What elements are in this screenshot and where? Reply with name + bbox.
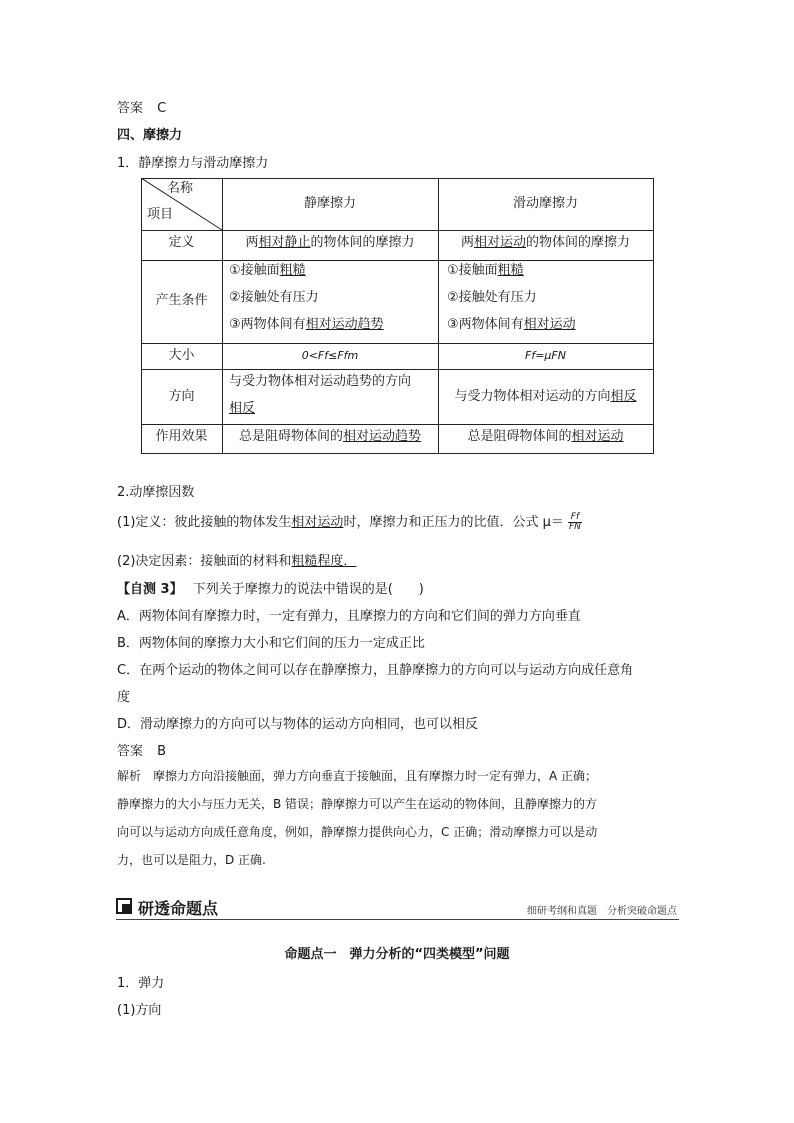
static-cond-2: ②接触处有压力 bbox=[229, 290, 319, 305]
kinetic-definition: 两相对运动的物体间的摩擦力 bbox=[460, 235, 631, 250]
row-label-magnitude: 大小 bbox=[168, 348, 195, 363]
mu-fraction: $\frac{Ff}{FN}$ bbox=[568, 512, 581, 532]
col-static: 静摩擦力 bbox=[303, 196, 356, 211]
col-kinetic: 滑动摩擦力 bbox=[512, 196, 578, 211]
static-effect: 总是阻碍物体间的相对运动趋势 bbox=[238, 429, 422, 444]
answer-value: C bbox=[157, 101, 167, 116]
quiz-tag: 【自测 3】 bbox=[117, 582, 183, 597]
row-label-definition: 定义 bbox=[168, 235, 195, 250]
option-c-cont: 度 bbox=[117, 690, 131, 705]
row-label-direction: 方向 bbox=[168, 389, 195, 404]
kinetic-cond-2: ②接触处有压力 bbox=[447, 290, 537, 305]
answer-label: 答案 bbox=[117, 101, 144, 116]
point-heading: 命题点一 弹力分析的“四类模型”问题 bbox=[284, 947, 510, 962]
quiz-answer: 答案 B bbox=[117, 744, 167, 759]
option-b: B．两物体间的摩擦力大小和它们间的压力一定成正比 bbox=[117, 636, 425, 651]
static-cond-1: ①接触面粗糙 bbox=[229, 263, 306, 278]
kinetic-effect: 总是阻碍物体间的相对运动 bbox=[467, 429, 624, 444]
analysis-line-4: 力，也可以是阻力，D 正确. bbox=[117, 853, 266, 867]
kinetic-direction: 与受力物体相对运动的方向相反 bbox=[454, 389, 637, 404]
static-direction-1: 与受力物体相对运动趋势的方向 bbox=[229, 374, 412, 389]
option-c: C．在两个运动的物体之间可以存在静摩擦力，且静摩擦力的方向可以与运动方向成任意角 bbox=[117, 663, 634, 678]
static-definition: 两相对静止的物体间的摩擦力 bbox=[245, 235, 415, 250]
static-cond-3: ③两物体间有相对运动趋势 bbox=[229, 317, 384, 332]
corner-top: 名称 bbox=[167, 181, 194, 196]
static-direction-2: 相反 bbox=[229, 401, 256, 416]
section-underline bbox=[116, 919, 679, 920]
quiz-question: 【自测 3】 下列关于摩擦力的说法中错误的是( ) bbox=[117, 582, 424, 597]
section-subtitle: 细研考纲和真题 分析突破命题点 bbox=[527, 906, 677, 917]
corner-bottom: 项目 bbox=[147, 207, 174, 222]
kinetic-cond-1: ①接触面粗糙 bbox=[447, 263, 524, 278]
option-d: D．滑动摩擦力的方向可以与物体的运动方向相同，也可以相反 bbox=[117, 717, 479, 732]
section-title: 研透命题点 bbox=[138, 899, 219, 918]
coef-definition: (1)定义：彼此接触的物体发生相对运动时，摩擦力和正压力的比值．公式 μ＝ $\frac{Ff}{FN}$ bbox=[117, 512, 581, 532]
kinetic-magnitude: Ff=μFN bbox=[525, 349, 566, 362]
static-magnitude: 0<Ff≤Ffm bbox=[301, 349, 359, 362]
analysis-line-2: 静摩擦力的大小与压力无关，B 错误；静摩擦力可以产生在运动的物体间，且静摩擦力的方 bbox=[117, 797, 598, 811]
section-header bbox=[116, 896, 679, 920]
row-label-conditions: 产生条件 bbox=[155, 293, 208, 308]
kinetic-cond-3: ③两物体间有相对运动 bbox=[447, 317, 576, 332]
sub1-title: 1．静摩擦力与滑动摩擦力 bbox=[117, 156, 269, 171]
section-4-title: 四、摩擦力 bbox=[117, 128, 183, 143]
section-square-icon bbox=[116, 898, 132, 914]
point-item-1-sub: (1)方向 bbox=[117, 1003, 162, 1018]
point-item-1: 1．弹力 bbox=[117, 976, 165, 991]
analysis-line-3: 向可以与运动方向成任意角度，例如，静摩擦力提供向心力，C 正确；滑动摩擦力可以是动 bbox=[117, 825, 598, 839]
option-a: A．两物体间有摩擦力时，一定有弹力，且摩擦力的方向和它们间的弹力方向垂直 bbox=[117, 609, 581, 624]
answer-line bbox=[117, 97, 166, 116]
coef-title: 2.动摩擦因数 bbox=[117, 485, 195, 500]
coef-determinants: (2)决定因素：接触面的材料和粗糙程度． bbox=[117, 554, 357, 569]
friction-comparison-table bbox=[141, 178, 654, 454]
row-label-effect: 作用效果 bbox=[155, 429, 208, 444]
analysis-line-1: 解析 摩擦力方向沿接触面，弹力方向垂直于接触面，且有摩擦力时一定有弹力，A 正确； bbox=[117, 769, 598, 783]
